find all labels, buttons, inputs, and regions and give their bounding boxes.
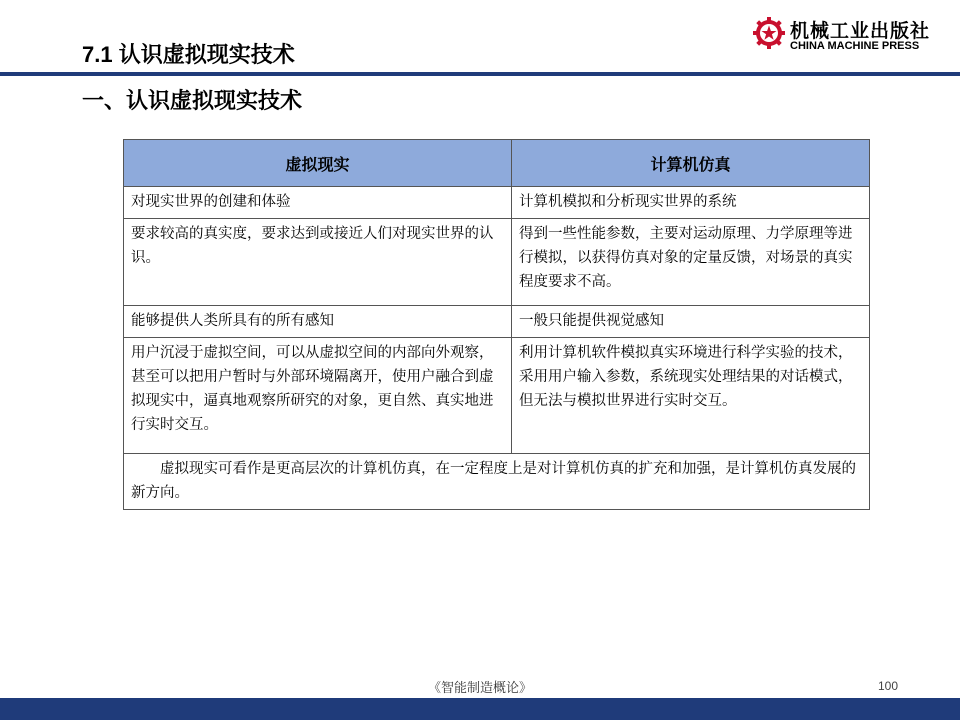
table-cell: 能够提供人类所具有的所有感知	[124, 306, 512, 338]
table-cell: 利用计算机软件模拟真实环境进行科学实验的技术，采用用户输入参数，系统现实处理结果的对话模式，但无法与模拟世界进行实时交互。	[512, 338, 870, 454]
page-number: 100	[878, 679, 899, 693]
table-cell: 要求较高的真实度，要求达到或接近人们对现实世界的认识。	[124, 219, 512, 306]
publisher-name-en: CHINA MACHINE PRESS	[790, 40, 920, 52]
publisher-name-cn: 机械工业出版社	[790, 21, 931, 42]
table-cell: 得到一些性能参数，主要对运动原理、力学原理等进行模拟，以获得仿真对象的定量反馈，对场景的真实程度要求不高。	[512, 219, 870, 306]
title-divider	[0, 72, 960, 76]
table-cell: 用户沉浸于虚拟空间，可以从虚拟空间的内部向外观察，甚至可以把用户暂时与外部环境隔离开，使用户融合到虚拟现实中，逼真地观察所研究的对象，更自然、真实地进行实时交互。	[124, 338, 512, 454]
footer-book-title: 《智能制造概论》	[427, 681, 532, 696]
table-row	[124, 306, 870, 338]
table-summary-cell: 虚拟现实可看作是更高层次的计算机仿真，在一定程度上是对计算机仿真的扩充和加强，是计算机仿真发展的新方向。	[124, 454, 870, 510]
section-subtitle: 一、认识虚拟现实技术	[82, 88, 303, 113]
slide-title: 7.1 认识虚拟现实技术	[82, 42, 295, 67]
table-row	[124, 338, 870, 454]
footer-bar	[0, 698, 960, 720]
table-row	[124, 219, 870, 306]
table-summary-row	[124, 454, 870, 510]
table-cell: 计算机模拟和分析现实世界的系统	[512, 187, 870, 219]
header-virtual-reality: 虚拟现实	[124, 140, 512, 187]
publisher-logo	[752, 16, 952, 56]
table-cell: 一般只能提供视觉感知	[512, 306, 870, 338]
table-header-row	[124, 140, 870, 187]
table-row	[124, 187, 870, 219]
header-computer-simulation: 计算机仿真	[512, 140, 870, 187]
red-gear-star-emblem-icon	[752, 16, 786, 50]
comparison-table	[123, 139, 870, 510]
table-cell: 对现实世界的创建和体验	[124, 187, 512, 219]
